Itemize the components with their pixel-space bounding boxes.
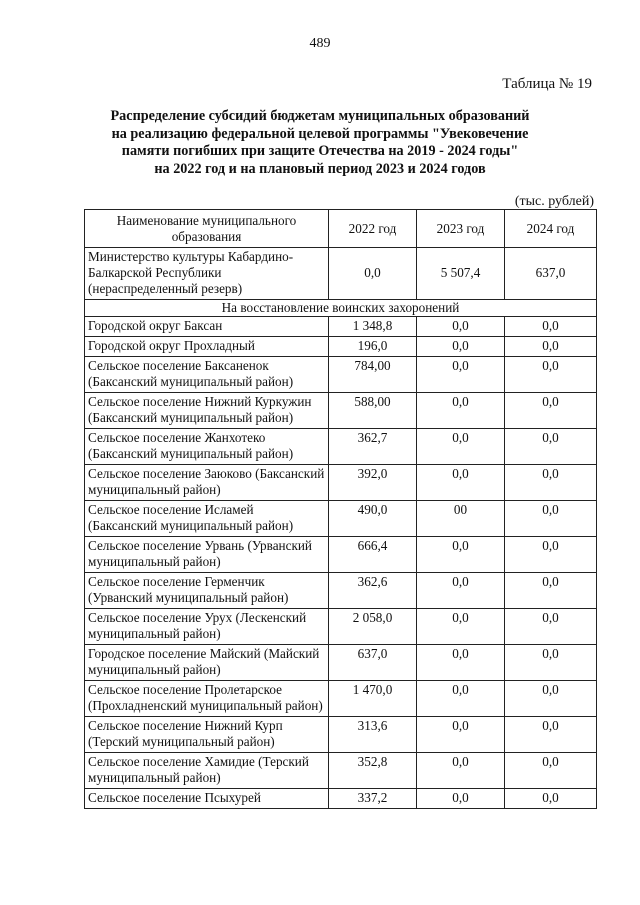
cell-2022: 0,0 (329, 248, 417, 300)
document-title (80, 108, 560, 178)
cell-2023: 0,0 (417, 357, 505, 393)
title-line: на 2022 год и на плановый период 2023 и 2024 годов (154, 160, 486, 177)
header-name: Наименование муниципального образования (85, 210, 329, 248)
table-row-ministry (85, 248, 597, 300)
cell-2023: 0,0 (417, 609, 505, 645)
table-row (85, 465, 597, 501)
cell-2024: 0,0 (505, 717, 597, 753)
section-title: На восстановление воинских захоронений (85, 300, 597, 317)
cell-name: Сельское поселение Нижний Куркужин (Баксанский муниципальный район) (85, 393, 329, 429)
cell-2022: 666,4 (329, 537, 417, 573)
table-row (85, 317, 597, 337)
table-row (85, 645, 597, 681)
table-row (85, 609, 597, 645)
cell-2023: 00 (417, 501, 505, 537)
table-row (85, 717, 597, 753)
cell-2023: 0,0 (417, 681, 505, 717)
table-row (85, 681, 597, 717)
cell-2023: 0,0 (417, 393, 505, 429)
header-2023: 2023 год (417, 210, 505, 248)
page-number: 489 (309, 36, 331, 51)
cell-2022: 196,0 (329, 337, 417, 357)
cell-name: Сельское поселение Баксаненок (Баксанский муниципальный район) (85, 357, 329, 393)
table-label: Таблица № 19 (502, 76, 592, 92)
cell-2024: 0,0 (505, 465, 597, 501)
cell-name: Сельское поселение Жанхотеко (Баксанский муниципальный район) (85, 429, 329, 465)
table-row (85, 501, 597, 537)
cell-2023: 0,0 (417, 537, 505, 573)
cell-2022: 362,6 (329, 573, 417, 609)
cell-2024: 0,0 (505, 537, 597, 573)
cell-name: Сельское поселение Урвань (Урванский муниципальный район) (85, 537, 329, 573)
table-header-row (85, 210, 597, 248)
cell-2024: 637,0 (505, 248, 597, 300)
table-row (85, 789, 597, 809)
cell-name: Сельское поселение Пролетарское (Прохладненский муниципальный район) (85, 681, 329, 717)
cell-2022: 313,6 (329, 717, 417, 753)
cell-2024: 0,0 (505, 789, 597, 809)
cell-name: Городской округ Прохладный (85, 337, 329, 357)
cell-2024: 0,0 (505, 317, 597, 337)
cell-2022: 362,7 (329, 429, 417, 465)
cell-2024: 0,0 (505, 393, 597, 429)
cell-2022: 337,2 (329, 789, 417, 809)
title-line: памяти погибших при защите Отечества на 2019 - 2024 годы" (121, 143, 519, 159)
cell-2022: 784,00 (329, 357, 417, 393)
table-row (85, 429, 597, 465)
cell-name: Сельское поселение Исламей (Баксанский муниципальный район) (85, 501, 329, 537)
cell-2022: 392,0 (329, 465, 417, 501)
table-row (85, 357, 597, 393)
table-row (85, 537, 597, 573)
cell-2023: 0,0 (417, 753, 505, 789)
cell-2023: 0,0 (417, 465, 505, 501)
cell-2023: 0,0 (417, 717, 505, 753)
cell-name: Сельское поселение Герменчик (Урванский муниципальный район) (85, 573, 329, 609)
cell-2023: 0,0 (417, 337, 505, 357)
table-row (85, 337, 597, 357)
cell-name: Министерство культуры Кабардино-Балкарской Республики (нераспределенный резерв) (85, 248, 329, 300)
cell-2024: 0,0 (505, 573, 597, 609)
cell-2024: 0,0 (505, 337, 597, 357)
cell-2023: 0,0 (417, 573, 505, 609)
cell-2023: 0,0 (417, 317, 505, 337)
cell-name: Сельское поселение Хамидие (Терский муниципальный район) (85, 753, 329, 789)
cell-2022: 1 470,0 (329, 681, 417, 717)
cell-2024: 0,0 (505, 645, 597, 681)
table-row (85, 573, 597, 609)
cell-name: Городское поселение Майский (Майский муниципальный район) (85, 645, 329, 681)
cell-2022: 637,0 (329, 645, 417, 681)
cell-2022: 1 348,8 (329, 317, 417, 337)
cell-2022: 2 058,0 (329, 609, 417, 645)
table-row (85, 753, 597, 789)
cell-2024: 0,0 (505, 429, 597, 465)
cell-name: Сельское поселение Псыхурей (85, 789, 329, 809)
title-line: Распределение субсидий бюджетам муниципальных образований (110, 108, 530, 124)
cell-name: Городской округ Баксан (85, 317, 329, 337)
cell-2023: 0,0 (417, 789, 505, 809)
header-2024: 2024 год (505, 210, 597, 248)
cell-2024: 0,0 (505, 609, 597, 645)
cell-name: Сельское поселение Нижний Курп (Терский муниципальный район) (85, 717, 329, 753)
cell-2024: 0,0 (505, 357, 597, 393)
cell-2022: 490,0 (329, 501, 417, 537)
units-label: (тыс. рублей) (514, 194, 594, 209)
cell-name: Сельское поселение Заюково (Баксанский муниципальный район) (85, 465, 329, 501)
cell-2023: 0,0 (417, 429, 505, 465)
cell-2023: 5 507,4 (417, 248, 505, 300)
header-2022: 2022 год (329, 210, 417, 248)
table-row (85, 393, 597, 429)
cell-2022: 352,8 (329, 753, 417, 789)
cell-2024: 0,0 (505, 753, 597, 789)
cell-2023: 0,0 (417, 645, 505, 681)
title-line: на реализацию федеральной целевой программы "Увековечение (111, 125, 529, 142)
cell-2024: 0,0 (505, 501, 597, 537)
cell-2022: 588,00 (329, 393, 417, 429)
cell-name: Сельское поселение Урух (Лескенский муниципальный район) (85, 609, 329, 645)
subsidy-table (84, 209, 597, 809)
section-row (85, 300, 597, 317)
cell-2024: 0,0 (505, 681, 597, 717)
